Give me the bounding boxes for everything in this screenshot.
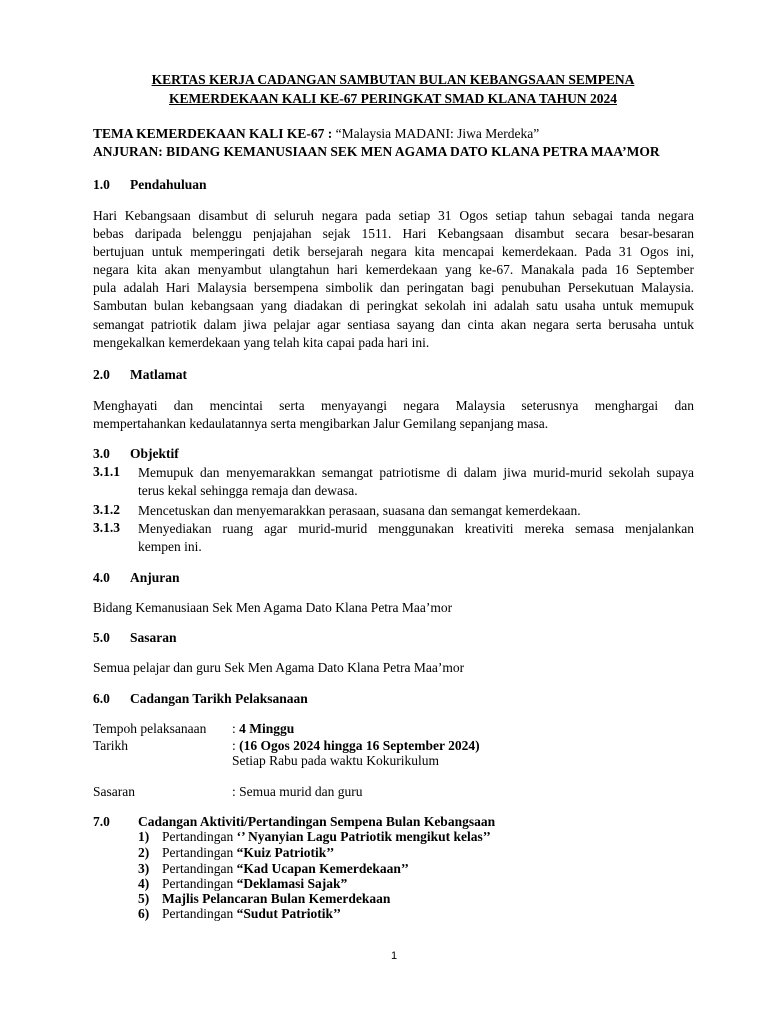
section-1-line: semangat patriotik dalam jiwa pelajar agar sentiasa sayang dan cinta akan negara serta berusaha untuk xyxy=(93,316,694,332)
section-5-number: 5.0 xyxy=(93,630,110,645)
activity-title: “Sudut Patriotik’’ xyxy=(236,906,341,921)
tempoh-value: 4 Minggu xyxy=(239,721,295,736)
section-1-line: Sambutan bulan kebangsaan yang diadakan di peringkat sekolah ini adalah satu usaha untuk memupuk xyxy=(93,298,694,314)
section-6-heading: Cadangan Tarikh Pelaksanaan xyxy=(130,691,308,706)
activity-title: ‘’ Nyanyian Lagu Patriotik mengikut kelas’’ xyxy=(236,829,491,844)
section-1-line: bertujuan untuk memperingati detik bersejarah negara kita mencapai kemerdekaan. Pada 31 Ogos ini, xyxy=(93,244,694,260)
activity-item xyxy=(162,829,491,845)
section-6-number: 6.0 xyxy=(93,691,110,706)
section-7-number: 7.0 xyxy=(93,814,110,829)
section-1-line: bebas daripada belenggu penjajahan sejak 1511. Hari Kebangsaan disambut secara besar-besaran xyxy=(93,226,694,242)
objective-line: Memupuk dan menyemarakkan semangat patriotisme di dalam jiwa murid-murid sekolah supaya xyxy=(138,465,694,480)
activity-number: 6) xyxy=(138,906,150,921)
activity-prefix: Pertandingan xyxy=(162,861,234,876)
objective-line: terus kekal sehingga remaja dan dewasa. xyxy=(138,483,358,499)
section-1-number: 1.0 xyxy=(93,177,110,192)
page-number: 1 xyxy=(390,950,398,962)
section-5-heading: Sasaran xyxy=(130,630,177,645)
activity-number: 2) xyxy=(138,845,150,860)
tema-value: “Malaysia MADANI: Jiwa Merdeka” xyxy=(335,126,540,141)
activity-prefix: Pertandingan xyxy=(162,876,234,891)
activity-title: “Kuiz Patriotik’’ xyxy=(236,845,335,860)
section-1-heading: Pendahuluan xyxy=(130,177,207,192)
section-1-line: mengekalkan kemerdekaan yang telah kita capai pada hari ini. xyxy=(93,334,430,350)
section-1-body xyxy=(93,207,694,352)
section-1-line: pula adalah Hari Malaysia bersempena simbolik dan peringatan bagi penubuhan Persekutuan Malaysia. xyxy=(93,280,694,296)
section-3-number: 3.0 xyxy=(93,446,110,461)
objective-number: 3.1.2 xyxy=(93,502,120,517)
tempoh-label: Tempoh pelaksanaan xyxy=(93,721,207,736)
tempoh-colon: : xyxy=(232,721,236,736)
activity-prefix: Pertandingan xyxy=(162,845,234,860)
activity-prefix: Pertandingan xyxy=(162,906,234,921)
objective-number: 3.1.1 xyxy=(93,464,120,479)
section-3-heading: Objektif xyxy=(130,446,179,461)
activity-prefix: Pertandingan xyxy=(162,829,234,844)
tema-label: TEMA KEMERDEKAAN KALI KE-67 : xyxy=(93,126,333,141)
activity-item xyxy=(162,906,341,922)
objective-item xyxy=(138,464,694,501)
objective-item xyxy=(138,520,694,557)
section-2-line: mempertahankan kedaulatannya serta mengibarkan Jalur Gemilang sepanjang masa. xyxy=(93,416,549,432)
section-1-line: negara kita akan menyambut ulangtahun hari kemerdekaan yang ke-67. Manakala pada 16 September xyxy=(93,262,694,278)
activity-title: “Deklamasi Sajak” xyxy=(236,876,348,891)
objective-line: Menyediakan ruang agar murid-murid menggunakan kreativiti mereka semasa menjalankan xyxy=(138,521,694,536)
activity-title: “Kad Ucapan Kemerdekaan’’ xyxy=(236,861,409,876)
sasaran-label: Sasaran xyxy=(93,784,135,799)
section-2-body xyxy=(93,397,694,433)
section-2-heading: Matlamat xyxy=(130,367,187,382)
tema-line xyxy=(93,126,539,142)
tarikh-note: Setiap Rabu pada waktu Kokurikulum xyxy=(232,753,439,768)
activity-item xyxy=(162,891,390,907)
section-1-line: Hari Kebangsaan disambut di seluruh negara pada setiap 31 Ogos setiap tahun sebagai tanda negara xyxy=(93,208,694,223)
objective-number: 3.1.3 xyxy=(93,520,120,535)
activity-item xyxy=(162,876,347,892)
sasaran-value: : Semua murid dan guru xyxy=(232,784,363,799)
activity-number: 5) xyxy=(138,891,150,906)
section-4-number: 4.0 xyxy=(93,570,110,585)
anjuran-line: ANJURAN: BIDANG KEMANUSIAAN SEK MEN AGAMA DATO KLANA PETRA MAA’MOR xyxy=(93,144,660,159)
document-title-line-2: KEMERDEKAAN KALI KE-67 PERINGKAT SMAD KLANA TAHUN 2024 xyxy=(169,91,617,106)
section-4-text: Bidang Kemanusiaan Sek Men Agama Dato Klana Petra Maa’mor xyxy=(93,600,453,615)
tempoh-row xyxy=(232,721,294,737)
section-2-line: Menghayati dan mencintai serta menyayangi negara Malaysia seterusnya menghargai dan xyxy=(93,398,694,413)
section-2-number: 2.0 xyxy=(93,367,110,382)
activity-item xyxy=(162,845,334,861)
section-4-heading: Anjuran xyxy=(130,570,180,585)
tarikh-label: Tarikh xyxy=(93,738,129,753)
activity-number: 1) xyxy=(138,829,150,844)
document-title-line-1: KERTAS KERJA CADANGAN SAMBUTAN BULAN KEBANGSAAN SEMPENA xyxy=(151,72,635,87)
activity-number: 3) xyxy=(138,861,150,876)
section-5-text: Semua pelajar dan guru Sek Men Agama Dato Klana Petra Maa’mor xyxy=(93,660,465,675)
activity-number: 4) xyxy=(138,876,150,891)
activity-item xyxy=(162,861,409,877)
objective-line: Mencetuskan dan menyemarakkan perasaan, suasana dan semangat kemerdekaan. xyxy=(138,503,581,518)
section-7-heading: Cadangan Aktiviti/Pertandingan Sempena Bulan Kebangsaan xyxy=(138,814,496,829)
objective-line: kempen ini. xyxy=(138,539,202,555)
tarikh-row xyxy=(232,738,480,754)
activity-title: Majlis Pelancaran Bulan Kemerdekaan xyxy=(162,891,391,906)
tarikh-value: (16 Ogos 2024 hingga 16 September 2024) xyxy=(239,738,480,753)
tarikh-colon: : xyxy=(232,738,236,753)
objective-item xyxy=(138,502,694,520)
